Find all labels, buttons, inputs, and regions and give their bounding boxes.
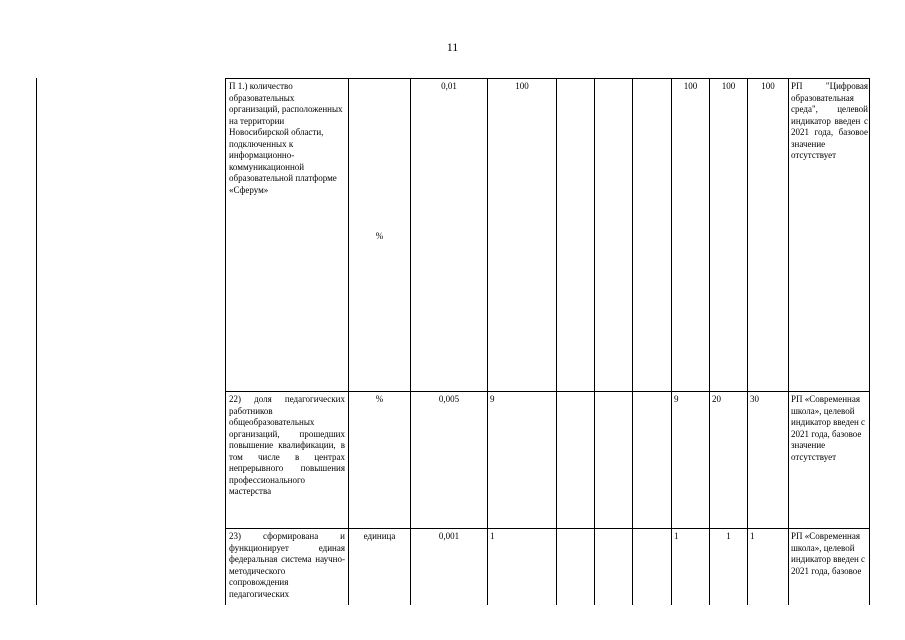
weight: 0,001 xyxy=(438,531,460,541)
column-border xyxy=(348,78,349,605)
column-border xyxy=(556,78,557,605)
value-6: 100 xyxy=(721,81,736,91)
column-border xyxy=(671,78,672,605)
value-5: 9 xyxy=(674,394,679,404)
value-5: 1 xyxy=(674,531,679,541)
note: РП «Современная школа», целевой индикатор введен с 2021 года, базовое xyxy=(791,531,866,576)
indicator-name: П 1.) количество образовательных организаций, расположенных на территории Новосибирской области, подключенных к информационно-коммуникационной образовательной платформе «Сферум» xyxy=(229,81,343,195)
value-1: 100 xyxy=(515,81,529,91)
value-1: 9 xyxy=(490,394,495,404)
value-5: 100 xyxy=(683,81,698,91)
indicator-name: 23) сформирована и функционирует единая федеральная система научно-методического сопровождения педагогических xyxy=(229,531,345,599)
page-number: 11 xyxy=(446,40,459,54)
weight: 0,005 xyxy=(438,394,460,404)
unit: % xyxy=(375,394,384,404)
value-6: 1 xyxy=(726,531,731,541)
column-border xyxy=(225,78,226,605)
weight: 0,01 xyxy=(441,81,457,91)
column-border xyxy=(410,78,411,605)
column-border xyxy=(632,78,633,605)
column-border xyxy=(594,78,595,605)
value-7: 1 xyxy=(750,531,755,541)
column-border xyxy=(869,78,870,605)
indicator-name: 22) доля педагогических работников общеобразовательных организаций, прошедших повышение квалификации, в том числе в центрах непрерывного повышения профессионального мастерства xyxy=(229,394,345,496)
row-border xyxy=(225,391,870,392)
value-7: 100 xyxy=(761,81,775,91)
column-border xyxy=(788,78,789,605)
value-6: 20 xyxy=(712,394,721,404)
note: РП "Цифровая образовательная среда", целевой индикатор введен с 2021 года, базовое значение отсутствует xyxy=(791,81,868,160)
unit: единица xyxy=(363,531,396,541)
left-margin-line xyxy=(36,78,37,605)
column-border xyxy=(709,78,710,605)
note: РП «Современная школа», целевой индикатор введен с 2021 года, базовое значение отсутствует xyxy=(791,394,866,462)
row-border xyxy=(225,78,870,79)
unit: % xyxy=(375,231,384,241)
value-1: 1 xyxy=(490,531,495,541)
column-border xyxy=(747,78,748,605)
column-border xyxy=(487,78,488,605)
row-border xyxy=(225,528,870,529)
value-7: 30 xyxy=(750,394,759,404)
